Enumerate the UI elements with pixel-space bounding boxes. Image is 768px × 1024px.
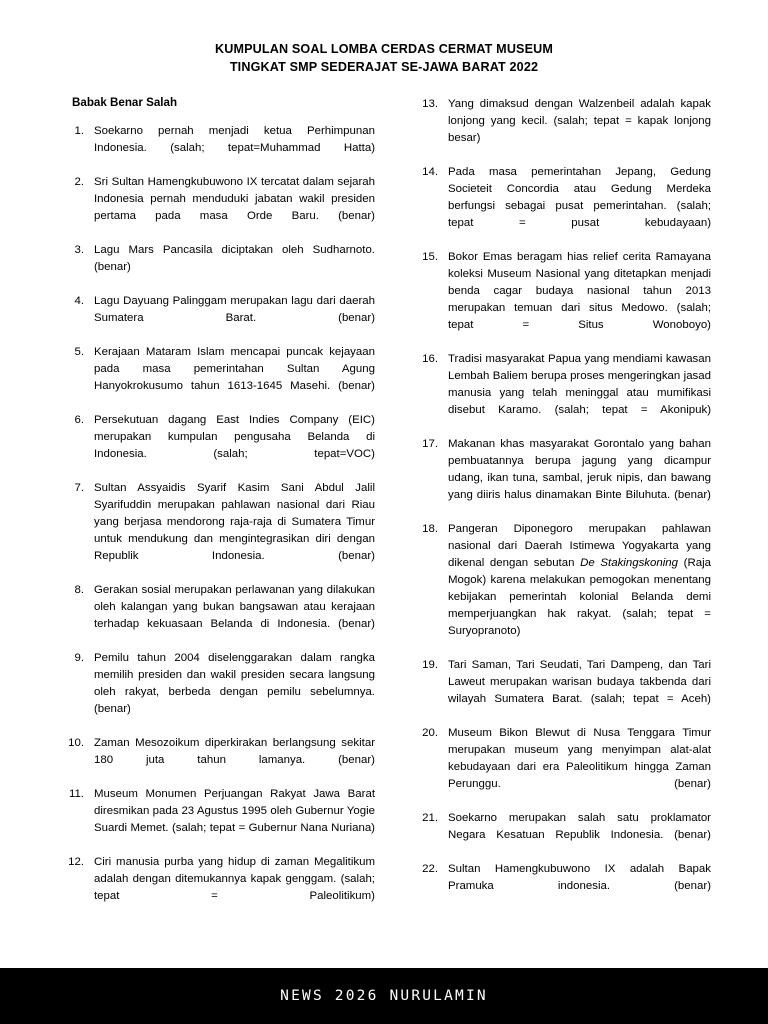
list-item xyxy=(57,582,375,650)
list-item-number: 13. xyxy=(422,98,438,110)
list-item-text: Museum Bikon Blewut di Nusa Tenggara Timur merupakan museum yang menyimpan alat-alat kebudayaan dari era Paleolitikum hingga Zaman Perunggu. (benar) xyxy=(448,727,711,790)
list-item-number: 2. xyxy=(74,176,84,188)
list-item xyxy=(57,242,375,293)
list-item-text: Sultan Hamengkubuwono IX adalah Bapak Pramuka indonesia. (benar) xyxy=(448,863,711,892)
list-item xyxy=(57,735,375,786)
page-title-line-1: KUMPULAN SOAL LOMBA CERDAS CERMAT MUSEUM xyxy=(214,42,554,56)
list-item xyxy=(57,650,375,735)
list-item-number: 3. xyxy=(74,244,84,256)
list-item-number: 19. xyxy=(422,659,438,671)
list-item-number: 22. xyxy=(422,863,438,875)
list-item-number: 7. xyxy=(74,482,84,494)
text-after: (Raja Mogok) karena melakukan pemogokan menentang kebijakan pemerintah kolonial Belanda demi memperjuangkan hak rakyat. (salah; tepat = Suryopranoto) xyxy=(448,557,711,637)
italic-term: De Stakingskoning xyxy=(580,557,678,569)
list-item-text: Sri Sultan Hamengkubuwono IX tercatat dalam sejarah Indonesia pernah menduduki jabatan wakil presiden pertama pada masa Orde Baru. (benar) xyxy=(94,176,375,222)
list-item xyxy=(57,123,375,174)
list-item xyxy=(57,174,375,242)
list-item xyxy=(57,344,375,412)
list-item-number: 9. xyxy=(74,652,84,664)
list-item xyxy=(411,657,711,725)
list-item xyxy=(411,861,711,912)
list-item xyxy=(411,810,711,861)
list-item-text: Gerakan sosial merupakan perlawanan yang dilakukan oleh kalangan yang bukan bangsawan atau kerajaan terhadap kekuasaan Belanda di Indonesia. (benar) xyxy=(94,584,375,630)
list-item-text: Ciri manusia purba yang hidup di zaman Megalitikum adalah dengan ditemukannya kapak genggam. (salah; tepat = Paleolitikum) xyxy=(94,856,375,902)
column-left xyxy=(57,96,375,922)
list-item-number: 1. xyxy=(74,125,84,137)
column-right xyxy=(411,96,711,912)
list-item-text: Makanan khas masyarakat Gorontalo yang bahan pembuatannya berupa jagung yang dicampur udang, ikan tuna, sambal, jeruk nipis, dan bawang yang diiris halus dinamakan Binte Biluhuta. (benar) xyxy=(448,438,711,501)
list-item-text: Kerajaan Mataram Islam mencapai puncak kejayaan pada masa pemerintahan Sultan Agung Hanyokrokusumo tahun 1613-1645 Masehi. (benar) xyxy=(94,346,375,392)
list-item xyxy=(411,96,711,164)
list-item xyxy=(411,249,711,351)
list-item xyxy=(411,725,711,810)
page-title xyxy=(60,0,708,77)
list-item-text: Persekutuan dagang East Indies Company (EIC) merupakan kumpulan pengusaha Belanda di Indonesia. (salah; tepat=VOC) xyxy=(94,414,375,460)
list-item xyxy=(411,521,711,657)
list-item-text: Soekarno merupakan salah satu proklamator Negara Kesatuan Republik Indonesia. (benar) xyxy=(448,812,711,841)
list-item xyxy=(57,854,375,922)
list-item xyxy=(411,351,711,436)
question-list-right xyxy=(411,96,711,912)
list-item-text: Soekarno pernah menjadi ketua Perhimpunan Indonesia. (salah; tepat=Muhammad Hatta) xyxy=(94,125,375,154)
page-title-line-2: TINGKAT SMP SEDERAJAT SE-JAWA BARAT 2022 xyxy=(229,60,539,75)
list-item-text: Sultan Assyaidis Syarif Kasim Sani Abdul Jalil Syarifuddin merupakan pahlawan nasional dari Riau yang berjasa mendorong raja-raja di Sumatera Timur untuk mendukung dan mengintegrasikan diri dengan Republik Indonesia. (benar) xyxy=(94,482,375,562)
list-item-number: 14. xyxy=(422,166,438,178)
list-item-text: Lagu Mars Pancasila diciptakan oleh Sudharnoto. (benar) xyxy=(94,244,375,273)
list-item xyxy=(411,164,711,249)
list-item xyxy=(57,412,375,480)
list-item-number: 21. xyxy=(422,812,438,824)
list-item-number: 8. xyxy=(74,584,84,596)
list-item-number: 17. xyxy=(422,438,438,450)
list-item-number: 16. xyxy=(422,353,438,365)
footer-banner xyxy=(0,968,768,1024)
list-item-number: 10. xyxy=(68,737,84,749)
list-item-text: Pada masa pemerintahan Jepang, Gedung Societeit Concordia atau Gedung Merdeka berfungsi sebagai pusat pemerintahan. (salah; tepat = pusat kebudayaan) xyxy=(448,166,711,229)
list-item-text: Tradisi masyarakat Papua yang mendiami kawasan Lembah Baliem berupa proses mengeringkan jasad manusia yang telah meninggal atau mumifikasi disebut Karamo. (salah; tepat = Akonipuk) xyxy=(448,353,711,416)
footer-text: NEWS 2026 NURULAMIN xyxy=(280,988,488,1004)
list-item-number: 4. xyxy=(74,295,84,307)
list-item-number: 15. xyxy=(422,251,438,263)
list-item-text: Tari Saman, Tari Seudati, Tari Dampeng, dan Tari Laweut merupakan warisan budaya takbenda dari wilayah Sumatera Barat. (salah; tepat = Aceh) xyxy=(448,659,711,705)
list-item xyxy=(57,293,375,344)
list-item-number: 11. xyxy=(68,788,84,800)
list-item-number: 12. xyxy=(68,856,84,868)
list-item xyxy=(411,436,711,521)
list-item-text: Lagu Dayuang Palinggam merupakan lagu dari daerah Sumatera Barat. (benar) xyxy=(94,295,375,324)
list-item-number: 18. xyxy=(422,523,438,535)
list-item-number: 5. xyxy=(74,346,84,358)
question-list-left xyxy=(57,123,375,922)
list-item-text-rich xyxy=(448,521,711,657)
list-item-text: Zaman Mesozoikum diperkirakan berlangsung sekitar 180 juta tahun lamanya. (benar) xyxy=(94,737,375,766)
list-item xyxy=(57,786,375,854)
list-item-number: 6. xyxy=(74,414,84,426)
list-item-text: Bokor Emas beragam hias relief cerita Ramayana koleksi Museum Nasional yang ditetapkan menjadi benda cagar budaya nasional tahun 2013 merupakan temuan dari situs Medowo. (salah; tepat = Situs Wonoboyo) xyxy=(448,251,711,331)
two-column-body xyxy=(0,96,768,922)
list-item-text: Yang dimaksud dengan Walzenbeil adalah kapak lonjong yang kecil. (salah; tepat = kapak lonjong besar) xyxy=(448,98,711,144)
section-heading: Babak Benar Salah xyxy=(72,96,178,109)
text-before: Pangeran Diponegoro merupakan pahlawan nasional dari Daerah Istimewa Yogyakarta yang dikenal dengan sebutan xyxy=(448,523,711,569)
list-item-text: Pemilu tahun 2004 diselenggarakan dalam rangka memilih presiden dan wakil presiden secara langsung oleh rakyat, berbeda dengan pemilu sebelumnya. (benar) xyxy=(94,652,375,715)
list-item-number: 20. xyxy=(422,727,438,739)
list-item-text: Museum Monumen Perjuangan Rakyat Jawa Barat diresmikan pada 23 Agustus 1995 oleh Gubernur Yogie Suardi Memet. (salah; tepat = Gubernur Nana Nuriana) xyxy=(94,788,375,834)
list-item xyxy=(57,480,375,582)
